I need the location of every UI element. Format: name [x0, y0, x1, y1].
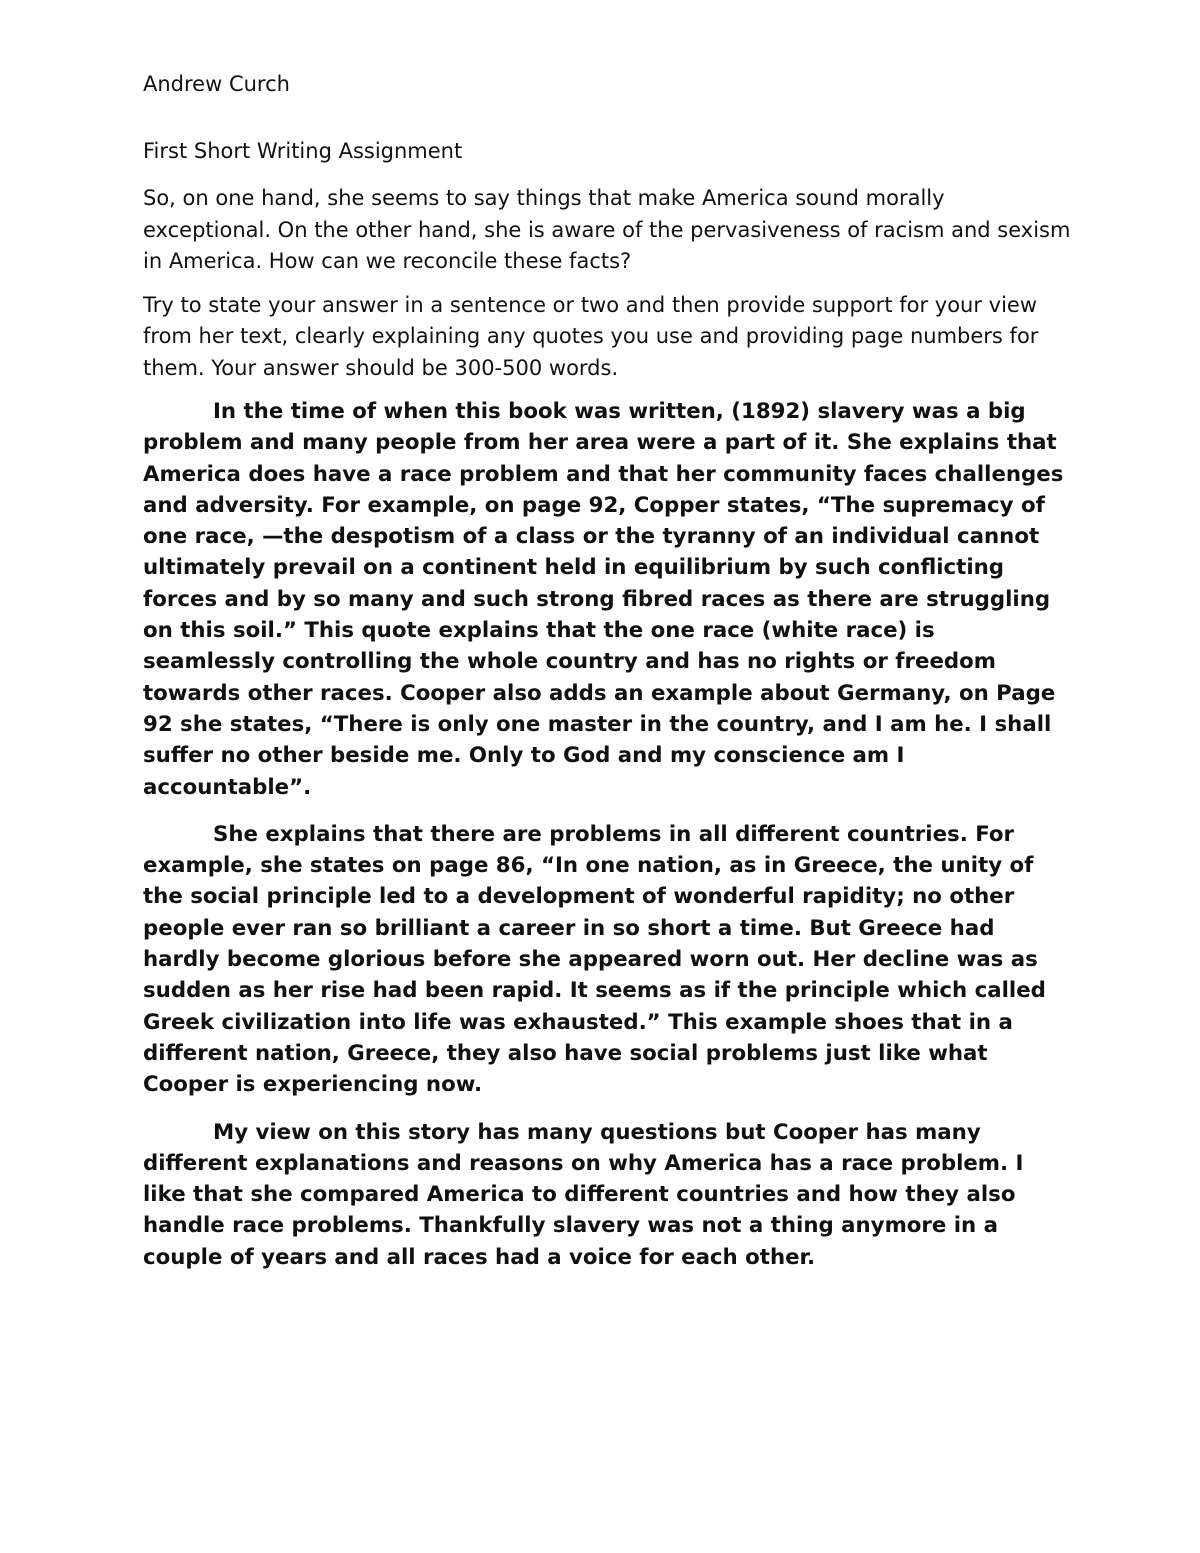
essay-paragraph: In the time of when this book was written, (1892) slavery was a big problem and many people from her area were a part of it. She explains that America does have a race problem and that her community faces challenges and adversity. For example, on page 92, Copper states, “The supremacy of one race, —the despotism of a class or the tyranny of an individual cannot ultimately prevail on a continent held in equilibrium by such conflicting forces and by so many and such strong fibred races as there are struggling on this soil.” This quote explains that the one race (white race) is seamlessly controlling the whole country and has no rights or freedom towards other races. Cooper also adds an example about Germany, on Page 92 she states, “There is only one master in the country, and I am he. I shall suffer no other beside me. Only to God and my conscience am I accountable”.: [143, 399, 1064, 800]
assignment-title: First Short Writing Assignment: [143, 139, 463, 163]
prompt-paragraph: Try to state your answer in a sentence or two and then provide support for your view from her text, clearly explaining any quotes you use and providing page numbers for them. Your answer should be 300-500 words.: [143, 292, 1039, 380]
essay-paragraph: She explains that there are problems in all different countries. For example, she states on page 86, “In one nation, as in Greece, the unity of the social principle led to a development of wonderful rapidity; no other people ever ran so brilliant a career in so short a time. But Greece had hardly become glorious before she appeared worn out. Her decline was as sudden as her rise had been rapid. It seems as if the principle which called Greek civilization into life was exhausted.” This example shoes that in a different nation, Greece, they also have social problems just like what Cooper is experiencing now.: [143, 821, 1046, 1098]
document-page: [143, 64, 1073, 1289]
essay-paragraph: My view on this story has many questions but Cooper has many different explanations and reasons on why America has a race problem. I like that she compared America to different countries and how they also handle race problems. Thankfully slavery was not a thing anymore in a couple of years and all races had a voice for each other.: [143, 1119, 1024, 1270]
prompt-paragraph: So, on one hand, she seems to say things that make America sound morally exceptional. On the other hand, she is aware of the pervasiveness of racism and sexism in America. How can we reconcile these facts?: [143, 186, 1071, 273]
author-name: Andrew Curch: [143, 72, 290, 96]
